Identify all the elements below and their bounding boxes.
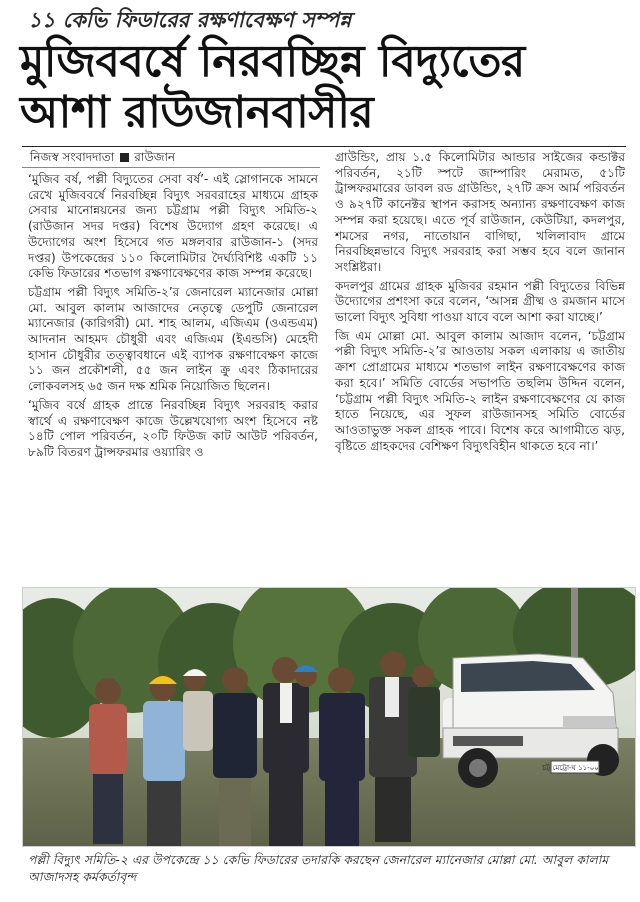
byline-location: রাউজান	[134, 150, 176, 164]
news-photo	[22, 587, 636, 847]
left-paragraph: ‘মুজিব বর্ষ, পল্লী বিদ্যুতের সেবা বর্ষ’- এই স্লোগানকে সামনে রেখে মুজিববর্ষে নিরবচ্ছিন্ন বিদ্যুৎ সরবরাহের মাধ্যমে গ্রাহক সেবার মানোন্নয়নের জন্য চট্টগ্রাম পল্লী বিদ্যুৎ সমিতি-২ (রাউজান সদর দপ্তর) বিশেষ উদ্যোগ গ্রহণ করেছে। এ উদ্যোগের অংশ হিসেবে গত মঙ্গলবার রাউজান-১ (সদর দপ্তর) উপকেন্দ্রের ১১০ কিলোমিটার দৈর্ঘ্যবিশিষ্ট একটি ১১ কেভি ফিডারের শতভাগ রক্ষণাবেক্ষণের কাজ সম্পন্ন করেছে।	[28, 172, 318, 281]
license-plate: চট্ট মেট্রো-ঘ ১১-০০৮৪	[542, 764, 608, 772]
headline-line-1: মুজিববর্ষে নিরবচ্ছিন্ন বিদ্যুতের	[20, 36, 525, 87]
byline-rule	[22, 167, 320, 168]
kicker: ১১ কেভি ফিডারের রক্ষণাবেক্ষণ সম্পন্ন	[28, 8, 352, 32]
top-rule	[22, 146, 626, 147]
right-paragraph: গ্রাউন্ডিং, প্রায় ১.৫ কিলোমিটার আন্ডার সাইজের কন্ডাক্টর পরিবর্তন, ২১টি স্পটে জাম্পারিং মেরামত, ৫১টি ট্রান্সফরমারের ডাবল রড গ্রাউন্ডিং, ২৭টি ক্রস আর্ম পরিবর্তন ও ৯২৭টি কানেক্টর স্থাপন করাসহ অন্যান্য রক্ষণাবেক্ষণ কাজ সম্পন্ন করা হয়েছে। এতে পূর্ব রাউজান, কেউটিয়া, কদলপুর, শমসের নগর, নাতোয়ান বাগিছা, খলিলাবাদ গ্রামে নিরবচ্ছিন্নভাবে বিদ্যুৎ সরবরাহ করা সম্ভব হবে বলে জানান সংশ্লিষ্টরা।	[335, 150, 625, 274]
byline-separator-square	[120, 153, 129, 162]
byline	[30, 149, 175, 169]
right-column	[335, 150, 625, 457]
left-paragraph: চট্টগ্রাম পল্লী বিদ্যুৎ সমিতি-২’র জেনারেল ম্যানেজার মোল্লা মো. আবুল কালাম আজাদের নেতৃত্বে ডেপুটি জেনারেল ম্যানেজার (কারিগরী) মো. শাহ আলম, এজিএম (ওএন্ডএম) আদনান আহমদ চৌধুরী এবং এজিএম (ইএন্ডসি) মেহেদী হাসান চৌধুরীর তত্ত্বাবধানে এই ব্যাপক রক্ষণাবেক্ষণ কাজে ১১ জন প্রকৌশলী, ৫৫ জন লাইন ক্রু এবং ঠিকাদারের লোকবলসহ ৬৫ জন দক্ষ শ্রমিক নিয়োজিত ছিলেন।	[28, 284, 318, 394]
right-paragraph: কদলপুর গ্রামের গ্রাহক মুজিবর রহমান পল্লী বিদ্যুতের বিভিন্ন উদ্যোগের প্রশংসা করে বলেন, ‘আসন্ন গ্রীষ্ম ও রমজান মাসে ভালো বিদ্যুৎ সুবিধা পাওয়া যাবে বলে আশা করা যাচ্ছে।’	[335, 278, 625, 325]
left-column	[28, 172, 318, 464]
byline-reporter: নিজস্ব সংবাদদাতা	[30, 150, 115, 164]
photo-caption: পল্লী বিদ্যুৎ সমিতি-২ এর উপকেন্দ্রে ১১ কেভি ফিডারের তদারকি করছেন জেনারেল ম্যানেজার মোল্লা মো. আবুল কালাম আজাদসহ কর্মকর্তাবৃন্দ	[28, 852, 609, 884]
left-paragraph: ‘মুজিব বর্ষে গ্রাহক প্রান্তে নিরবচ্ছিন্ন বিদ্যুৎ সরবরাহ করার স্বার্থে এ রক্ষণাবেক্ষণ কাজে উল্লেখযোগ্য অংশ হিসেবে নষ্ট ১৪টি পোল পরিবর্তন, ২০টি ফিউজ কাট আউট পরিবর্তন, ৮৯টি বিতরণ ট্রান্সফরমার ওয়্যারিং ও	[28, 397, 318, 459]
headline-line-2: আশা রাউজানবাসীর	[20, 87, 374, 138]
photo-illustration	[23, 588, 635, 846]
right-paragraph: জি এম মোল্লা মো. আবুল কালাম আজাদ বলেন, ‘চট্টগ্রাম পল্লী বিদ্যুৎ সমিতি-২’র আওতায় সকল এলাকায় এ জাতীয় ক্রাশ প্রোগ্রামের মাধ্যমে শতভাগ লাইন রক্ষণাবেক্ষণের কাজ করা হবে।’ সমিতি বোর্ডের সভাপতি তছলিম উদ্দিন বলেন, ‘চট্টগ্রাম পল্লী বিদ্যুৎ সমিতি-২ লাইন রক্ষণাবেক্ষণের যে কাজ হাতে নিয়েছে, এর সুফল রাউজানসহ সমিতি বোর্ডের আওতাভুক্ত সকল গ্রাহক পাবে। বিশেষ করে আগামীতে ঝড়, বৃষ্টিতে গ্রাহকদের বেশিক্ষণ বিদ্যুৎবিহীন থাকতে হবে না।’	[335, 328, 625, 453]
headline	[20, 36, 630, 138]
